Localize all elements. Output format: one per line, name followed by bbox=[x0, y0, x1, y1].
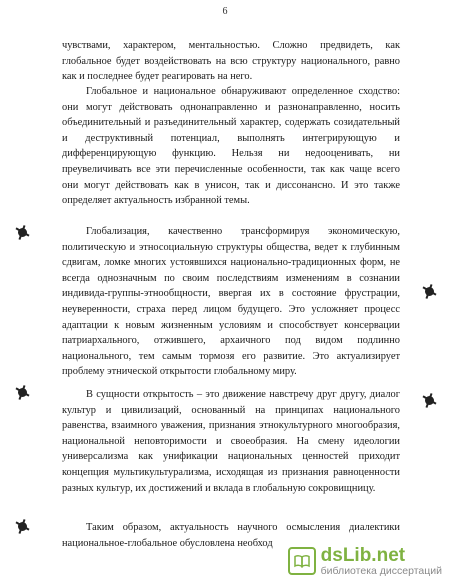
paragraph-text: В сущности открытость – это движение навстречу друг другу, диалог культур и цивилизаций, основанный на принципах национального равенства, взаимного уважения, признания этнокультурного многообразия, национальной неповторимости и своеобразия. На смену идеологии универсализма как унификации национальных ценностей приходит концепция мультикультурализма, исходящая из признания равноценности разных культур, их достижений и вклада в глобальную сокровищницу. bbox=[62, 389, 400, 494]
watermark bbox=[288, 546, 442, 577]
scan-speck bbox=[18, 388, 27, 397]
paragraph-globalization bbox=[62, 224, 400, 380]
paragraph-text: чувствами, характером, ментальностью. Сложно предвидеть, как глобальное будет воздействовать на всю структуру национального, равно как и последнее будет реагировать на него. bbox=[62, 40, 400, 83]
scan-speck bbox=[425, 287, 434, 296]
paragraph-text: Таким образом, актуальность научного осмысления диалектики национальное-глобальное обусловлена необход bbox=[62, 522, 400, 549]
scan-speck bbox=[18, 228, 27, 237]
watermark-subtitle: библиотека диссертаций bbox=[320, 564, 442, 577]
scan-speck bbox=[425, 396, 434, 405]
page-number: 6 bbox=[222, 6, 228, 17]
open-book-icon bbox=[288, 547, 316, 575]
paragraph-continuation bbox=[62, 38, 400, 85]
paragraph-text: Глобальное и национальное обнаруживают определенное сходство: они могут действовать однонаправленно и разнонаправленно, носить объединительный и разъединительный характер, содержать созидательный и деструктивный потенциал, выполнять интегрирующую и дифференцирующую функцию. Нельзя ни недооценивать, ни преувеличивать все эти перечисленные особенности, так как чаще всего они могут действовать как в унисон, так и диссонансно. И это также определяет актуальность избранной темы. bbox=[62, 86, 400, 207]
watermark-brand: dsLib.net bbox=[320, 544, 406, 566]
scan-speck bbox=[18, 522, 27, 531]
paragraph-openness bbox=[62, 387, 400, 496]
paragraph-text: Глобализация, качественно трансформируя экономическую, политическую и этносоциальную структуры общества, ведет к глубинным сдвигам, ломке многих устоявшихся национально-традиционных форм, не всегда однозначным по своим последствиям изменениям в сознании индивида-группы-этнообщности, ввергая их в состояние фрустрации, неуверенности, страха перед лицом будущего. Это усложняет процесс адаптации к новым жизненным условиям и способствует консервации патриархального, отжившего, архаичного под видом подлинно национального, тем самым тормозя его развитие. Это актуализирует проблему этнической открытости глобальному миру. bbox=[62, 226, 400, 378]
paragraph-global-national bbox=[62, 84, 400, 209]
